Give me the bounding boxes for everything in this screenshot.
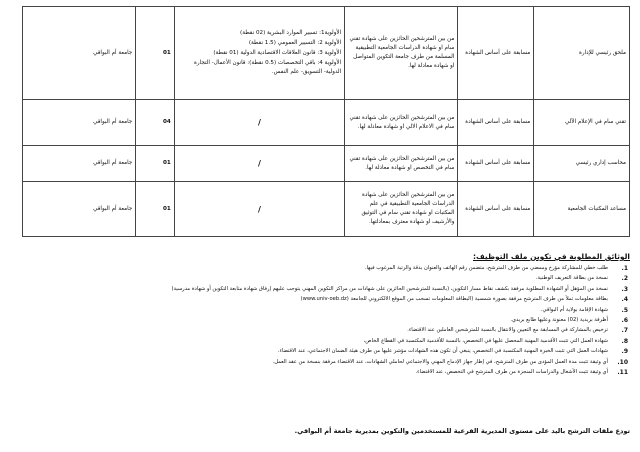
position-conditions: من بين المترشحين الحائزين على شهادة تقني سام في الاعلام الالي او شهادة معادلة لها. bbox=[345, 100, 458, 146]
position-priorities bbox=[174, 7, 344, 100]
document-number: 3. bbox=[621, 285, 628, 293]
position-row bbox=[23, 100, 630, 146]
document-text: ترخيص بالمشاركة في المسابقة مع التعيين والانتقال بالنسبة للمترشحين العاملين عند الاقتضاء. bbox=[407, 327, 608, 334]
priority-line: الأولوية 4: باقي التخصصات (0.5 نقطة): قانون الأعمال- التجارة الدولية- التسويق- علم النفس. bbox=[194, 60, 342, 75]
document-number: 7. bbox=[621, 327, 628, 335]
position-priorities bbox=[174, 100, 344, 146]
documents-section bbox=[22, 252, 630, 379]
submission-note: تودع ملفات الترشح باليد على مستوى المديرية الفرعية للمستخدمين والتكوين بمديرية جامعة أم البواقي. bbox=[294, 427, 630, 435]
position-row bbox=[23, 182, 630, 237]
document-item bbox=[22, 317, 630, 325]
document-text: شهادات العمل التي تثبت الخبرة المهنية المكتسبة في التخصص، ينبغي أن تكون هذه الشهادات مؤشر عليها من طرف هيئة الضمان الاجتماعي، عند الاقتضاء. bbox=[277, 348, 608, 355]
document-item bbox=[22, 296, 630, 304]
position-grade: محاسب إداري رئيسي bbox=[534, 146, 630, 182]
priority-line: / bbox=[257, 159, 261, 168]
position-row bbox=[23, 146, 630, 182]
position-conditions: من بين المترشحين الحائزين على شهادة تقني سام او شهادة الدراسات الجامعية التطبيقية المسلمة من طرف جامعة التكوين المتواصل او شهادة معادلة لها. bbox=[345, 7, 458, 100]
document-text: أي وثيقة تثبت مدة العمل المؤدى من طرف المترشح، في إطار جهاز الإدماج المهني والاجتماعي لحاملي الشهادات، عند الاقتضاء مرفقة بنسخة من عقد العمل. bbox=[272, 358, 608, 365]
document-number: 4. bbox=[621, 296, 628, 304]
document-text: شهادة الإقامة بولاية أم البواقي. bbox=[540, 306, 608, 313]
document-item bbox=[22, 307, 630, 315]
position-priorities bbox=[174, 182, 344, 237]
document-item bbox=[22, 265, 630, 273]
position-count: 04 bbox=[136, 100, 174, 146]
position-count: 01 bbox=[136, 146, 174, 182]
priority-line: الأولوية 2: التسيير العمومي (1.5 نقطة) bbox=[248, 40, 342, 46]
document-item bbox=[22, 338, 630, 346]
document-number: 9. bbox=[621, 348, 628, 356]
document-text: بطاقة معلومات تملأ من طرف المترشح مرفقة بصورة شمسية (البطاقة المعلومات تسحب من الموقع الالكتروني للجامعة (www.univ-oeb.dz) bbox=[300, 296, 608, 303]
document-item bbox=[22, 348, 630, 356]
document-item bbox=[22, 286, 630, 294]
priority-line: / bbox=[257, 118, 261, 127]
position-grade: ملحق رئيسي للإدارة bbox=[534, 7, 630, 100]
document-text: نسخة من المؤهل أو الشهادة المطلوبة مرفقة بكشف نقاط مسار التكوين، (بالنسبة للمترشحين الحائزين على شهادات من مراكز التكوين المهني يتوجب عليهم إرفاق شهادة متابعة التكوين أو شهادة مدرسية) bbox=[171, 285, 608, 292]
position-conditions: من بين المترشحين الحائزين على شهادة الدراسات الجامعية التطبيقية في علم المكتبات او شهادة تقني سام في التوثيق والأرشيف او شهادة معترف بمعادلتها. bbox=[345, 182, 458, 237]
position-campus: جامعة أم البواقي bbox=[23, 182, 136, 237]
document-text: طلب خطي للمشاركة مؤرخ وممضي من طرف المترشح، متضمن رقم الهاتف والعنوان بدقة والرتبة المرغوب فيها. bbox=[364, 265, 608, 271]
position-count: 01 bbox=[136, 182, 174, 237]
priority-line: الأولوية1: تسيير الموارد البشرية (02 نقطة) bbox=[240, 30, 342, 36]
document-number: 8. bbox=[621, 337, 628, 345]
document-number: 2. bbox=[621, 275, 628, 283]
position-campus: جامعة أم البواقي bbox=[23, 100, 136, 146]
document-item bbox=[22, 275, 630, 283]
position-count: 01 bbox=[136, 7, 174, 100]
document-number: 5. bbox=[621, 306, 628, 314]
position-campus: جامعة أم البواقي bbox=[23, 7, 136, 100]
position-priorities bbox=[174, 146, 344, 182]
priority-line: الأولوية 3: قانون العلاقات الاقتصادية الدولية (01 نقطة) bbox=[213, 50, 342, 56]
priority-line: / bbox=[257, 204, 261, 214]
positions-table bbox=[22, 6, 630, 237]
document-number: 11. bbox=[617, 368, 628, 376]
documents-list bbox=[22, 265, 630, 377]
document-text: أظرفة بريدية (02) معنونة وعليها طابع بريدي. bbox=[510, 316, 608, 323]
position-recruitment-mode: مسابقة على أساس الشهادة bbox=[458, 146, 534, 182]
position-recruitment-mode: مسابقة على أساس الشهادة bbox=[458, 100, 534, 146]
position-row bbox=[23, 7, 630, 100]
position-grade: مساعد المكتبات الجامعية bbox=[534, 182, 630, 237]
document-item bbox=[22, 359, 630, 367]
position-conditions: من بين المترشحين الحائزين على شهادة تقني سام في التخصص او شهادة معادلة لها. bbox=[345, 146, 458, 182]
document-number: 10. bbox=[617, 358, 628, 366]
documents-title: الوثائق المطلوبة في تكوين ملف التوظيف: bbox=[473, 252, 630, 261]
position-grade: تقني سام في الإعلام الآلي bbox=[534, 100, 630, 146]
document-item bbox=[22, 369, 630, 377]
position-recruitment-mode: مسابقة على أساس الشهادة bbox=[458, 182, 534, 237]
position-recruitment-mode: مسابقة على أساس الشهادة bbox=[458, 7, 534, 100]
document-number: 6. bbox=[621, 316, 628, 324]
document-item bbox=[22, 327, 630, 335]
document-text: أي وثيقة تثبت الأشغال والدراسات المنجزة من طرف المترشح في التخصص، عند الاقتضاء. bbox=[415, 368, 608, 375]
position-campus: جامعة أم البواقي bbox=[23, 146, 136, 182]
document-text: شهادة العمل التي تثبت الأقدمية المهنية المحصل عليها في التخصص، بالنسبة للأقدمية المكتسبة في القطاع الخاص، bbox=[363, 337, 608, 344]
document-text: نسخة من بطاقة التعريف الوطنية. bbox=[535, 275, 608, 282]
document-number: 1. bbox=[621, 265, 628, 272]
